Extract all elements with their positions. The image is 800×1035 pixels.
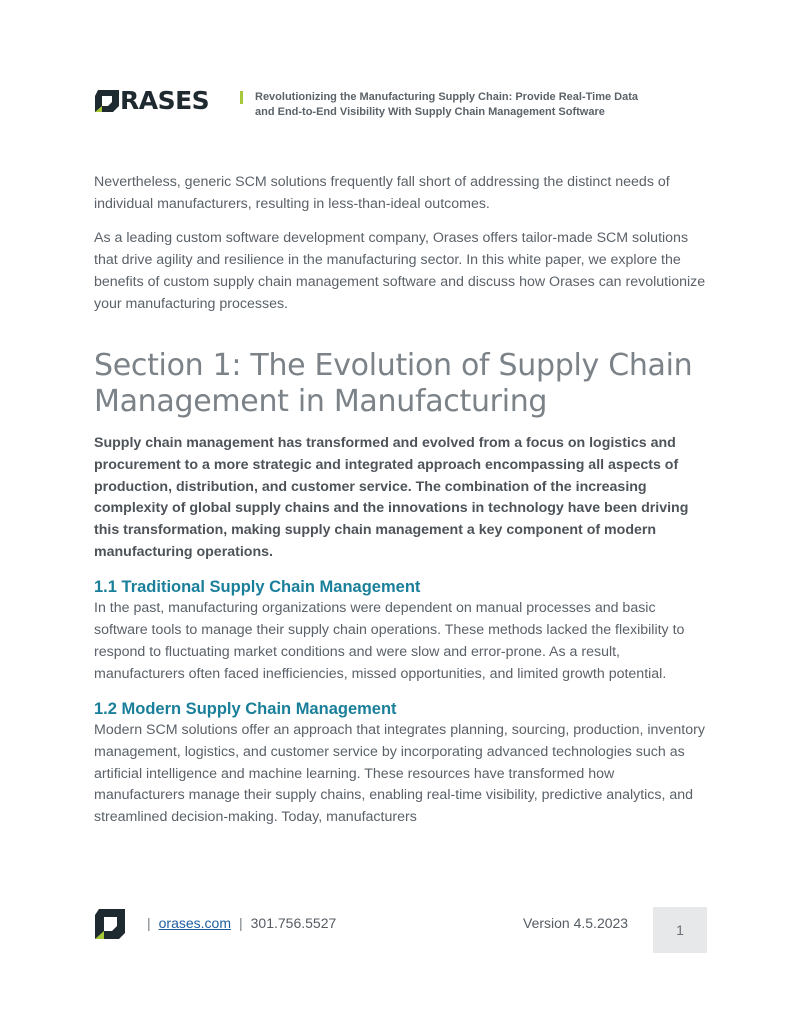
page-footer [95,907,707,953]
footer-contact [139,915,336,931]
section-lead-paragraph: Supply chain management has transformed and evolved from a focus on logistics and procurement to a more strategic and integrated approach encompassing all aspects of production, distribution, and customer service. The combination of the increasing complexity of global supply chains and the innovations in technology have been driving this transformation, making supply chain management a key component of modern manufacturing operations. [94,435,689,560]
orases-square-mark-icon [95,909,125,939]
phone-number: 301.756.5527 [250,915,337,931]
document-title-line-2: and End-to-End Visibility With Supply Chain Management Software [255,105,605,118]
website-link[interactable]: orases.com [158,915,231,931]
subsection-heading-1-2: 1.2 Modern Supply Chain Management [94,700,397,719]
document-title-line-1: Revolutionizing the Manufacturing Supply Chain: Provide Real-Time Data [255,91,639,103]
subsection-text-1-2: Modern SCM solutions offer an approach that integrates planning, sourcing, production, inventory management, logistics, and customer service by incorporating advanced technologies such as artificial intelligence and machine learning. These resources have transformed how manufacturers manage their supply chains, enabling real-time visibility, predictive analytics, and streamlined decision-making. Today, manufacturers [94,722,705,826]
logo-wordmark: RASES [120,86,210,115]
subsection-text-1-1: In the past, manufacturing organizations were dependent on manual processes and basic software tools to manage their supply chain operations. These methods lacked the flexibility to respond to fluctuating market conditions and were slow and error-prone. As a result, manufacturers often faced inefficiencies, missed opportunities, and limited growth potential. [94,600,685,682]
orases-logo [95,86,210,115]
intro-paragraph-2: As a leading custom software development company, Orases offers tailor-made SCM solutions that drive agility and resilience in the manufacturing sector. In this white paper, we explore the benefits of custom supply chain management software and discuss how Orases can revolutionize your manufacturing processes. [94,230,706,312]
footer-separator-2: | [239,915,243,931]
subsection-heading-1-1: 1.1 Traditional Supply Chain Management [94,578,421,597]
header-accent-bar [240,91,243,104]
document-version: Version 4.5.2023 [523,915,629,931]
orases-logo-mark-icon [95,90,119,112]
footer-separator-1: | [147,915,151,931]
page-number: 1 [653,907,707,953]
page-content [94,172,708,829]
intro-paragraph-1: Nevertheless, generic SCM solutions frequently fall short of addressing the distinct needs of individual manufacturers, resulting in less-than-ideal outcomes. [94,174,670,212]
page-header [95,88,715,128]
section-heading: Section 1: The Evolution of Supply Chain Management in Manufacturing [94,348,693,420]
document-title [255,90,695,119]
